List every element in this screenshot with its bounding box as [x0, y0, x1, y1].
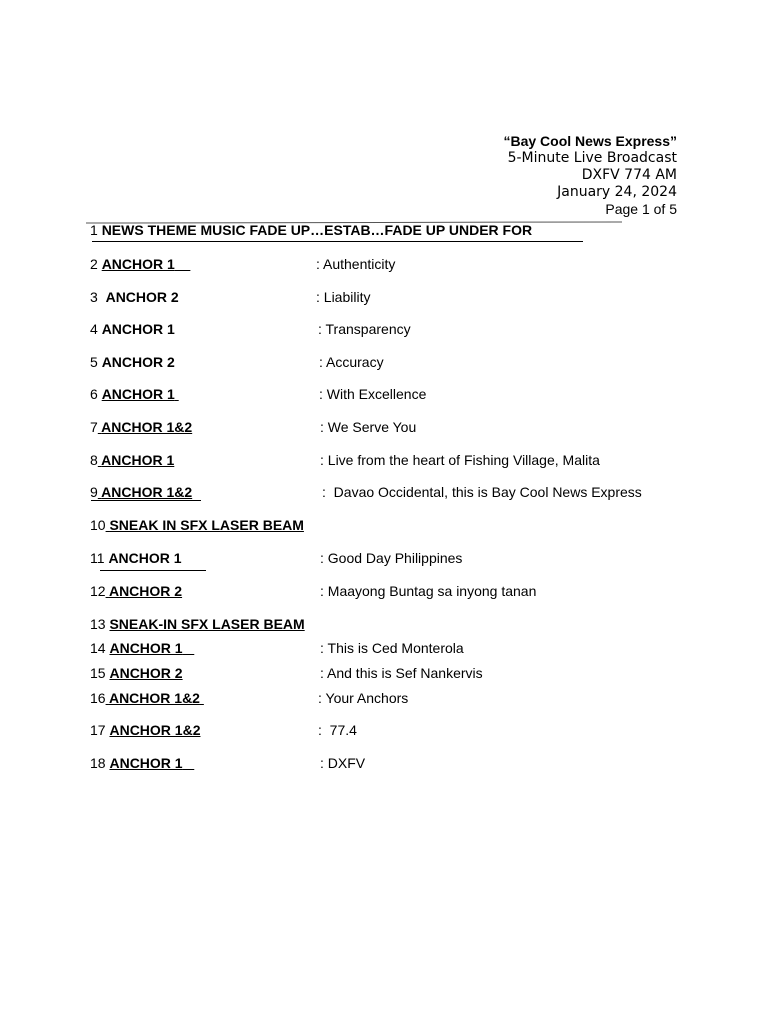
line-number: 6 — [90, 386, 98, 402]
script-line-5 — [90, 354, 175, 371]
line-number: 8 — [90, 452, 98, 468]
script-line-4 — [90, 321, 175, 338]
speaker-label: ANCHOR 2 — [108, 583, 183, 599]
cue-underline — [100, 570, 206, 571]
line-number: 10 — [90, 517, 106, 533]
cue-text: NEWS THEME MUSIC FADE UP…ESTAB…FADE UP UNDER FOR — [101, 222, 533, 238]
script-line-16 — [90, 690, 204, 707]
line-number: 14 — [90, 640, 106, 656]
speaker-label: ANCHOR 1&2 — [108, 690, 200, 706]
line-number: 12 — [90, 583, 106, 599]
speaker-label: ANCHOR 1 — [109, 640, 183, 656]
line-number: 5 — [90, 354, 98, 370]
speaker-label: ANCHOR 1 — [101, 256, 175, 272]
speaker-label: ANCHOR 1&2 — [109, 722, 201, 738]
speaker-label: ANCHOR 2 — [105, 289, 179, 305]
line-number: 11 — [90, 550, 105, 566]
line-number: 4 — [90, 321, 98, 337]
line-number: 15 — [90, 665, 106, 681]
dialogue-line: : Transparency — [318, 321, 411, 337]
speaker-label: ANCHOR 1&2 — [101, 419, 193, 435]
script-line-9 — [90, 484, 192, 501]
script-line-8 — [90, 452, 174, 469]
line-number: 3 — [90, 289, 98, 305]
line-number: 18 — [90, 755, 106, 771]
cue-underline — [91, 500, 201, 501]
speaker-label: ANCHOR 1 — [108, 550, 182, 566]
dialogue-line: : Good Day Philippines — [320, 550, 463, 566]
broadcast-format: 5-Minute Live Broadcast — [507, 150, 677, 166]
speaker-label: ANCHOR 1 — [101, 386, 175, 402]
script-line-3 — [90, 289, 179, 306]
page-number: Page 1 of 5 — [605, 201, 677, 217]
script-header — [503, 133, 677, 218]
dialogue-line: : 77.4 — [318, 722, 357, 738]
script-line-15 — [90, 665, 183, 682]
script-line-13 — [90, 616, 305, 633]
dialogue-line: : Maayong Buntag sa inyong tanan — [320, 583, 537, 599]
dialogue-line: : Liability — [316, 289, 371, 305]
script-line-7 — [90, 419, 192, 436]
speaker-label: ANCHOR 2 — [109, 665, 183, 681]
speaker-label: ANCHOR 1 — [101, 321, 175, 337]
station-id: DXFV 774 AM — [581, 167, 677, 183]
script-line-12 — [90, 583, 182, 600]
script-line-10 — [90, 517, 304, 534]
line-number: 13 — [90, 616, 106, 632]
speaker-label: ANCHOR 1 — [101, 452, 175, 468]
script-line-11 — [90, 550, 182, 567]
line-number: 1 — [90, 222, 98, 238]
cue-text: SNEAK IN SFX LASER BEAM — [109, 517, 304, 533]
line-number: 17 — [90, 722, 106, 738]
broadcast-date: January 24, 2024 — [557, 184, 677, 200]
script-line-6 — [90, 386, 179, 403]
line-number: 7 — [90, 419, 98, 435]
speaker-label: ANCHOR 1&2 — [101, 484, 193, 500]
dialogue-line: : DXFV — [320, 755, 366, 771]
script-line-17 — [90, 722, 200, 739]
dialogue-line: : Your Anchors — [318, 690, 409, 706]
dialogue-line: : We Serve You — [320, 419, 417, 435]
dialogue-line: : Authenticity — [316, 256, 396, 272]
script-line-2 — [90, 256, 190, 273]
line-number: 16 — [90, 690, 106, 706]
dialogue-line: : And this is Sef Nankervis — [320, 665, 483, 681]
speaker-label: ANCHOR 1 — [109, 755, 183, 771]
cue-underline — [92, 241, 583, 242]
dialogue-line: : Live from the heart of Fishing Village, Malita — [320, 452, 600, 468]
line-number: 9 — [90, 484, 98, 500]
show-title: “Bay Cool News Express” — [503, 133, 677, 149]
speaker-label: ANCHOR 2 — [101, 354, 175, 370]
dialogue-line: : This is Ced Monterola — [320, 640, 464, 656]
dialogue-line: : Accuracy — [319, 354, 384, 370]
cue-text: SNEAK-IN SFX LASER BEAM — [109, 616, 305, 632]
script-line-1 — [90, 222, 532, 239]
script-line-18 — [90, 755, 194, 772]
line-number: 2 — [90, 256, 98, 272]
script-line-14 — [90, 640, 194, 657]
dialogue-line: : Davao Occidental, this is Bay Cool News Express — [322, 484, 642, 500]
dialogue-line: : With Excellence — [319, 386, 427, 402]
